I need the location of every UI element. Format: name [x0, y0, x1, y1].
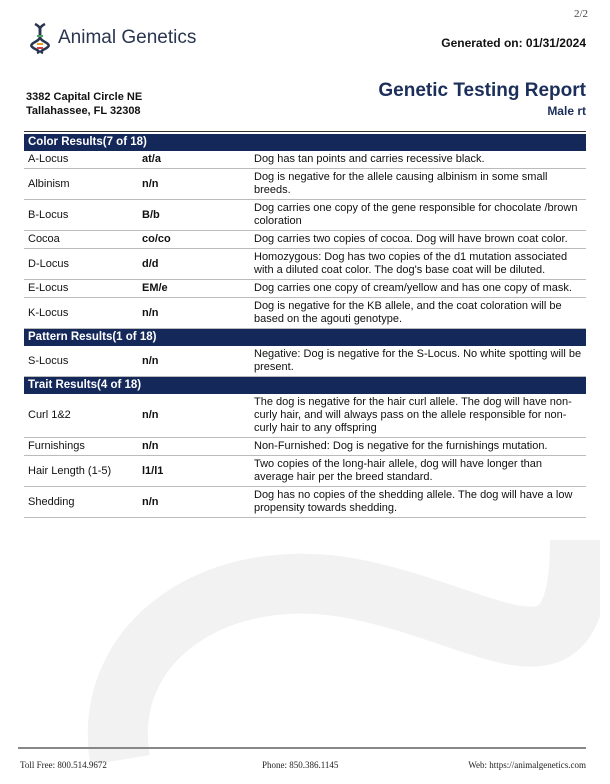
- locus-name: Albinism: [24, 169, 138, 200]
- result-value: l1/l1: [138, 456, 250, 487]
- table-row: [24, 456, 586, 487]
- locus-name: Curl 1&2: [24, 394, 138, 438]
- table-row: [24, 438, 586, 456]
- result-description: Dog carries two copies of cocoa. Dog will have brown coat color.: [250, 231, 586, 249]
- locus-name: B-Locus: [24, 200, 138, 231]
- address: [26, 90, 142, 118]
- report-title: Genetic Testing Report: [378, 80, 586, 101]
- result-value: EM/e: [138, 280, 250, 298]
- result-value: d/d: [138, 249, 250, 280]
- locus-name: Cocoa: [24, 231, 138, 249]
- address-line1: 3382 Capital Circle NE: [26, 91, 143, 103]
- locus-name: E-Locus: [24, 280, 138, 298]
- result-description: Non-Furnished: Dog is negative for the furnishings mutation.: [250, 438, 586, 456]
- locus-name: Furnishings: [24, 438, 138, 456]
- report-subtitle: Male rt: [547, 104, 586, 118]
- result-value: n/n: [138, 346, 250, 377]
- locus-name: Shedding: [24, 487, 138, 518]
- phone: Phone: 850.386.1145: [262, 760, 339, 770]
- result-value: n/n: [138, 487, 250, 518]
- header-divider: [24, 131, 586, 132]
- page-number: 2/2: [573, 8, 588, 20]
- table-row: [24, 394, 586, 438]
- result-description: Dog has tan points and carries recessive black.: [250, 151, 586, 169]
- table-row: [24, 151, 586, 169]
- result-value: n/n: [138, 394, 250, 438]
- dna-helix-icon: [30, 22, 50, 54]
- section-header: [24, 329, 586, 347]
- result-description: Two copies of the long-hair allele, dog will have longer than average hair per the breed standard.: [250, 456, 586, 487]
- toll-free: Toll Free: 800.514.9672: [20, 760, 107, 770]
- section-header: [24, 377, 586, 395]
- result-value: n/n: [138, 169, 250, 200]
- table-row: [24, 200, 586, 231]
- results-table: [24, 134, 586, 518]
- address-line2: Tallahassee, FL 32308: [26, 105, 141, 117]
- result-value: at/a: [138, 151, 250, 169]
- result-value: B/b: [138, 200, 250, 231]
- table-row: [24, 169, 586, 200]
- result-description: Homozygous: Dog has two copies of the d1 mutation associated with a diluted coat color. The dog's base coat will be diluted.: [250, 249, 586, 280]
- result-description: Negative: Dog is negative for the S-Locus. No white spotting will be present.: [250, 346, 586, 377]
- table-row: [24, 298, 586, 329]
- table-row: [24, 280, 586, 298]
- brand-logo: [30, 22, 196, 54]
- locus-name: K-Locus: [24, 298, 138, 329]
- table-row: [24, 231, 586, 249]
- result-description: Dog is negative for the KB allele, and the coat coloration will be based on the agouti genotype.: [250, 298, 586, 329]
- result-description: Dog carries one copy of cream/yellow and has one copy of mask.: [250, 280, 586, 298]
- locus-name: D-Locus: [24, 249, 138, 280]
- section-title: Color Results(7 of 18): [24, 134, 586, 151]
- table-row: [24, 487, 586, 518]
- result-value: n/n: [138, 438, 250, 456]
- brand-name: Animal Genetics: [58, 27, 197, 48]
- section-title: Pattern Results(1 of 18): [24, 329, 586, 347]
- locus-name: Hair Length (1-5): [24, 456, 138, 487]
- result-description: Dog carries one copy of the gene responsible for chocolate /brown coloration: [250, 200, 586, 231]
- result-value: co/co: [138, 231, 250, 249]
- generated-date: Generated on: 01/31/2024: [441, 36, 586, 50]
- table-row: [24, 346, 586, 377]
- locus-name: A-Locus: [24, 151, 138, 169]
- website: Web: https://animalgenetics.com: [468, 760, 586, 770]
- locus-name: S-Locus: [24, 346, 138, 377]
- section-title: Trait Results(4 of 18): [24, 377, 586, 395]
- result-description: Dog has no copies of the shedding allele. The dog will have a low propensity towards shedding.: [250, 487, 586, 518]
- section-header: [24, 134, 586, 151]
- result-description: The dog is negative for the hair curl allele. The dog will have non-curly hair, and will always pass on the allele responsible for non-curly hair to any offspring: [250, 394, 586, 438]
- footer-divider: [18, 747, 586, 749]
- result-description: Dog is negative for the allele causing albinism in some small breeds.: [250, 169, 586, 200]
- report-heading: [378, 80, 586, 118]
- result-value: n/n: [138, 298, 250, 329]
- table-row: [24, 249, 586, 280]
